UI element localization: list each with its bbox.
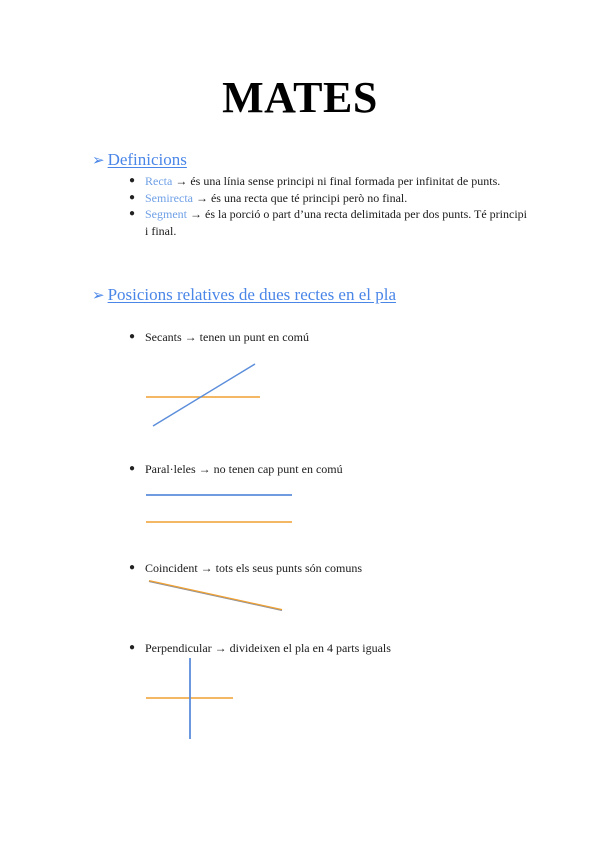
heading-link[interactable]: Posicions relatives de dues rectes en el pla xyxy=(107,285,397,304)
list-item-secants xyxy=(127,329,309,345)
term-label: Semirecta xyxy=(145,190,193,205)
arrow-bullet-icon: ➢ xyxy=(92,288,105,304)
definition-text: és la porció o part d’una recta delimitada per dos punts. Té principi i final. xyxy=(145,207,528,238)
list-item-coincident xyxy=(127,560,362,576)
item-label: Perpendicular → divideixen el pla en 4 parts iguals xyxy=(145,641,391,655)
list-item-perpendicular xyxy=(127,640,391,656)
bullet-icon: ● xyxy=(129,191,136,203)
bullet-icon: ● xyxy=(129,642,136,653)
parallel-lines-icon xyxy=(140,488,300,530)
secant-lines-icon xyxy=(140,358,270,433)
heading-link[interactable]: Definicions xyxy=(107,150,187,169)
term-label: Recta xyxy=(145,174,173,188)
definitions-list xyxy=(127,173,527,239)
item-label: Paral·leles → no tenen cap punt en comú xyxy=(145,462,343,476)
arrow-icon: → xyxy=(190,207,202,221)
bullet-icon: ● xyxy=(129,331,136,342)
blue-line xyxy=(149,582,282,611)
list-item xyxy=(127,206,527,239)
list-item xyxy=(127,190,527,207)
term-label: Segment xyxy=(145,207,187,221)
section-heading-definitions xyxy=(92,150,187,170)
bullet-icon: ● xyxy=(129,562,136,573)
coincident-lines-icon xyxy=(140,575,290,615)
arrow-bullet-icon: ➢ xyxy=(92,153,105,169)
item-label: Secants → tenen un punt en comú xyxy=(145,330,309,344)
orange-line xyxy=(149,581,282,610)
item-label: Coincident → tots els seus punts són comuns xyxy=(145,561,362,575)
definition-text: és una línia sense principi ni final formada per infinitat de punts. xyxy=(187,174,501,188)
bullet-icon: ● xyxy=(129,463,136,474)
bullet-icon: ● xyxy=(129,175,136,186)
page-title: MATES xyxy=(222,73,378,122)
arrow-icon: → xyxy=(175,174,188,188)
blue-line xyxy=(153,364,255,426)
arrow-icon: → xyxy=(195,190,208,205)
section-heading-positions xyxy=(92,285,396,305)
list-item-parallels xyxy=(127,461,343,477)
list-item xyxy=(127,173,527,190)
definition-text: és una recta que té principi però no final. xyxy=(207,190,408,205)
perpendicular-lines-icon xyxy=(140,655,240,745)
bullet-icon: ● xyxy=(129,208,136,219)
